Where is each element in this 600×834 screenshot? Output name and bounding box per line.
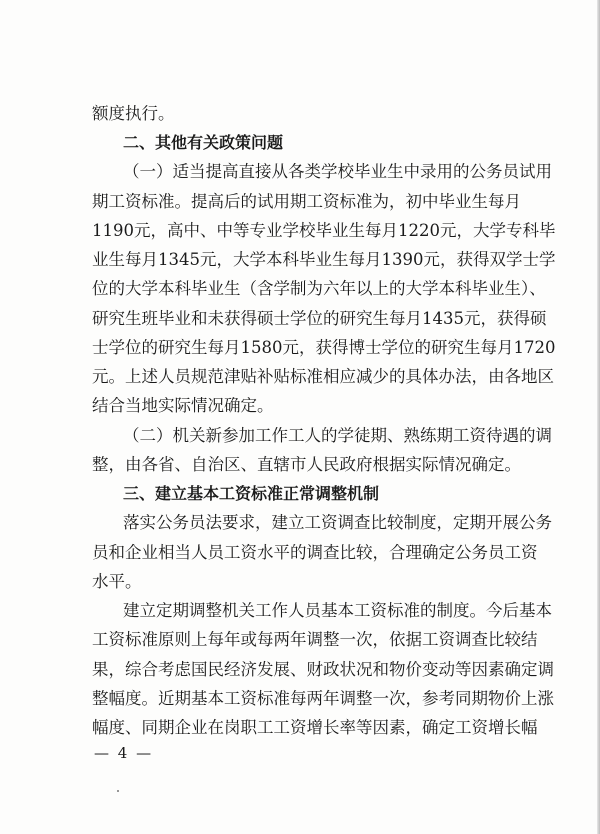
text-line: 元。上述人员规范津贴补贴标准相应减少的具体办法，由各地区 <box>92 367 554 386</box>
page-number: — 4 — <box>94 744 154 762</box>
text-line: 工资标准原则上每年或每两年调整一次，依据工资调查比较结 <box>92 630 538 649</box>
text-line: 结合当地实际情况确定。 <box>92 396 274 415</box>
text-line: 业生每月1345元，大学本科毕业生每月1390元，获得双学士学 <box>92 250 556 269</box>
text-line: 1190元，高中、中等专业学校毕业生每月1220元，大学专科毕 <box>92 221 556 240</box>
text-line: 落实公务员法要求，建立工资调查比较制度，定期开展公务 <box>123 513 552 532</box>
text-line: 研究生班毕业和未获得硕士学位的研究生每月1435元，获得硕 <box>92 309 547 328</box>
text-line: 期工资标准。提高后的试用期工资标准为，初中毕业生每月 <box>92 192 521 211</box>
text-line: 整，由各省、自治区、直辖市人民政府根据实际情况确定。 <box>92 455 521 474</box>
text-line: （一）适当提高直接从各类学校毕业生中录用的公务员试用 <box>123 162 552 181</box>
text-line: 位的大学本科毕业生（含学制为六年以上的大学本科毕业生）、 <box>92 279 546 298</box>
text-line: 士学位的研究生每月1580元，获得博士学位的研究生每月1720 <box>92 338 556 357</box>
text-line: 额度执行。 <box>92 104 175 123</box>
text-line: 整幅度。近期基本工资标准每两年调整一次，参考同期物价上涨 <box>92 689 554 708</box>
section-heading: 三、建立基本工资标准正常调整机制 <box>123 484 380 503</box>
text-line: 果，综合考虑国民经济发展、财政状况和物价变动等因素确定调 <box>92 660 554 679</box>
text-line: 水平。 <box>92 572 142 591</box>
text-line: 员和企业相当人员工资水平的调查比较，合理确定公务员工资 <box>92 543 538 562</box>
text-line: 幅度、同期企业在岗职工工资增长率等因素，确定工资增长幅 <box>92 718 538 737</box>
text-line: （二）机关新参加工作工人的学徒期、熟练期工资待遇的调 <box>123 426 552 445</box>
scan-speck <box>117 790 119 792</box>
section-heading: 二、其他有关政策问题 <box>123 133 284 152</box>
text-line: 建立定期调整机关工作人员基本工资标准的制度。今后基本 <box>123 601 552 620</box>
